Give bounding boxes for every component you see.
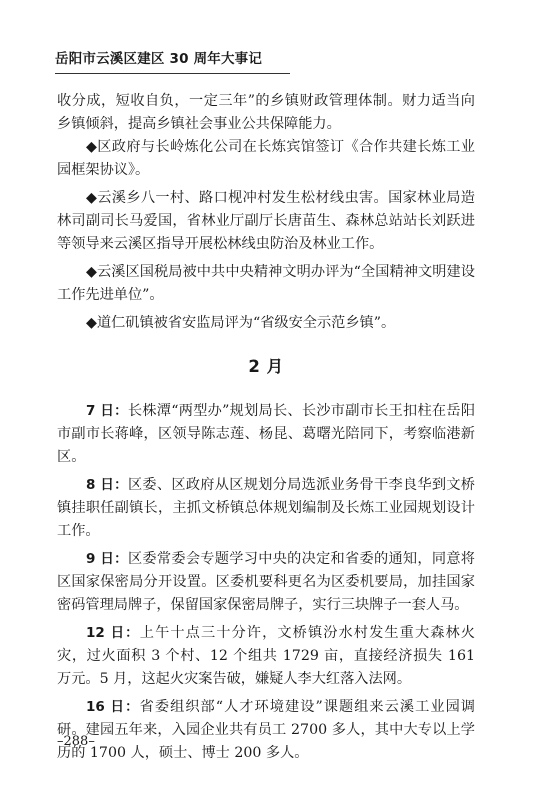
day-entry-text: 省委组织部“人才环境建设”课题组来云溪工业园调研。建园五年来，入园企业共有员工 2700 多人，其中大专以上学历的 1700 人，硕士、博士 200 多人。 [57, 699, 475, 761]
diamond-bullet-icon: ◆ [86, 264, 97, 280]
day-entry [57, 548, 475, 617]
day-entry-text: 上午十点三十分许，文桥镇汾水村发生重大森林火灾，过火面积 3 个村、12 个组共 1729 亩，直接经济损失 161 万元。5 月，这起火灾案告破，嫌疑人李大红落入法网。 [57, 625, 475, 687]
continuation-paragraph: 收分成，短收自负，一定三年”的乡镇财政管理体制。财力适当向乡镇倾斜，提高乡镇社会事业公共保障能力。 [57, 93, 475, 132]
bullet-paragraph [57, 136, 475, 182]
day-entry [57, 696, 475, 765]
page-number: –288– [57, 734, 95, 749]
day-entry-text: 区委常委会专题学习中央的决定和省委的通知，同意将区国家保密局分开设置。区委机要科更名为区委机要局，加挂国家密码管理局牌子，保留国家保密局牌子，实行三块牌子一套人马。 [57, 551, 475, 613]
bullet-text: 区政府与长岭炼化公司在长炼宾馆签订《合作共建长炼工业园框架协议》。 [57, 139, 475, 178]
bullet-paragraph [57, 187, 475, 256]
bullet-text: 道仁矶镇被省安监局评为“省级安全示范乡镇”。 [96, 315, 396, 331]
day-label: 8 日： [86, 477, 128, 493]
diamond-bullet-icon: ◆ [86, 190, 98, 206]
bullet-paragraph [57, 312, 475, 335]
header-rule [55, 73, 290, 74]
day-entry [57, 400, 475, 469]
day-label: 16 日： [86, 699, 140, 715]
month-heading: 2 月 [248, 357, 284, 376]
running-header: 岳阳市云溪区建区 30 周年大事记 [55, 51, 263, 67]
day-label: 12 日： [86, 625, 140, 641]
day-entry-text: 区委、区政府从区规划分局选派业务骨干李良华到文桥镇挂职任副镇长，主抓文桥镇总体规划编制及长炼工业园规划设计工作。 [57, 477, 475, 539]
day-entry [57, 622, 475, 691]
diamond-bullet-icon: ◆ [86, 315, 97, 331]
bullet-paragraph [57, 261, 475, 307]
day-entry-text: 长株潭“两型办”规划局长、长沙市副市长王扣柱在岳阳市副市长蒋峰，区领导陈志莲、杨昆、葛曙光陪同下，考察临港新区。 [57, 403, 476, 465]
bullet-text: 云溪区国税局被中共中央精神文明办评为“全国精神文明建设工作先进单位”。 [57, 264, 475, 303]
diamond-bullet-icon: ◆ [86, 139, 98, 155]
day-entry [57, 474, 475, 543]
bullet-text: 云溪乡八一村、路口枧冲村发生松材线虫害。国家林业局造林司副司长马爱国，省林业厅副厅长唐苗生、森林总站站长刘跃进等领导来云溪区指导开展松林线虫防治及林业工作。 [57, 190, 475, 252]
body-text [57, 90, 475, 765]
day-label: 7 日： [86, 403, 128, 419]
day-label: 9 日： [86, 551, 128, 567]
